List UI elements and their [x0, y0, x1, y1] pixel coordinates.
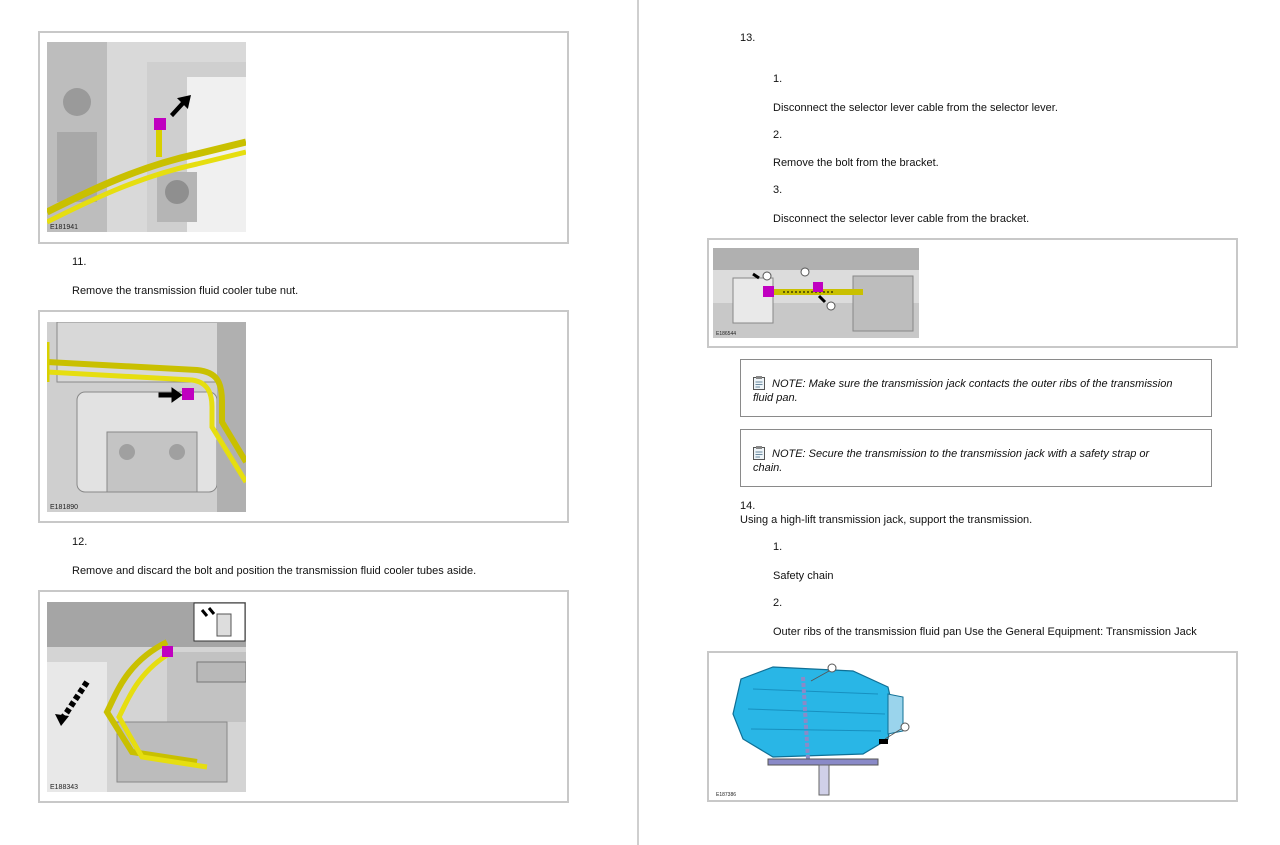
note-box-safety-strap: [740, 429, 1212, 487]
figure-id-label: E187386: [716, 792, 737, 798]
step-14-number: 14.: [740, 500, 756, 512]
step-13-substep-3-number: 3.: [773, 184, 783, 196]
figure-id-label: E181890: [50, 504, 79, 511]
figure-id-label: E188343: [50, 784, 79, 791]
step-11-number: 11.: [72, 256, 87, 268]
step-13-substep-2-number: 2.: [773, 129, 783, 141]
page-divider: [637, 0, 639, 845]
step-14-substep-1-number: 1.: [773, 541, 783, 553]
figure-box-1: [38, 31, 569, 244]
step-14-substep-2-text: Outer ribs of the transmission fluid pan Use the General Equipment: Transmission Jack: [773, 626, 1197, 638]
note-1-line-1: NOTE: Make sure the transmission jack contacts the outer ribs of the transmission: [772, 378, 1173, 390]
step-14-substep-2-number: 2.: [773, 597, 783, 609]
figure-id-label: E186544: [716, 331, 737, 337]
step-13-number: 13.: [740, 32, 756, 44]
step-12-number: 12.: [72, 536, 88, 548]
figure-box-5: [707, 651, 1238, 802]
figure-id-label: E181941: [50, 224, 79, 231]
figure-image-cooler-tube-nut: [47, 42, 246, 232]
figure-image-transmission-jack: [713, 659, 925, 799]
step-11-text: Remove the transmission fluid cooler tube nut.: [72, 285, 299, 297]
step-12-text: Remove and discard the bolt and position the transmission fluid cooler tubes aside.: [72, 565, 477, 577]
figure-box-3: [38, 590, 569, 803]
step-13-substep-1-number: 1.: [773, 73, 783, 85]
step-13-substep-2-text: Remove the bolt from the bracket.: [773, 157, 939, 169]
note-1-line-2: fluid pan.: [753, 392, 798, 404]
step-14-text: Using a high-lift transmission jack, support the transmission.: [740, 514, 1033, 526]
step-13-substep-3-text: Disconnect the selector lever cable from the bracket.: [773, 213, 1030, 225]
figure-box-4: [707, 238, 1238, 348]
note-2-line-2: chain.: [753, 462, 783, 474]
figure-image-cooler-tube-bolt: [47, 322, 246, 512]
note-2-line-1: NOTE: Secure the transmission to the transmission jack with a safety strap or: [772, 448, 1150, 460]
step-13-substep-1-text: Disconnect the selector lever cable from the selector lever.: [773, 102, 1058, 114]
figure-image-selector-lever-cable: [713, 248, 919, 338]
step-14-substep-1-text: Safety chain: [773, 570, 834, 582]
note-icon: [753, 376, 765, 390]
note-box-jack-contact: [740, 359, 1212, 417]
note-icon: [753, 446, 765, 460]
figure-image-cooler-tubes-aside: [47, 602, 246, 792]
figure-box-2: [38, 310, 569, 523]
